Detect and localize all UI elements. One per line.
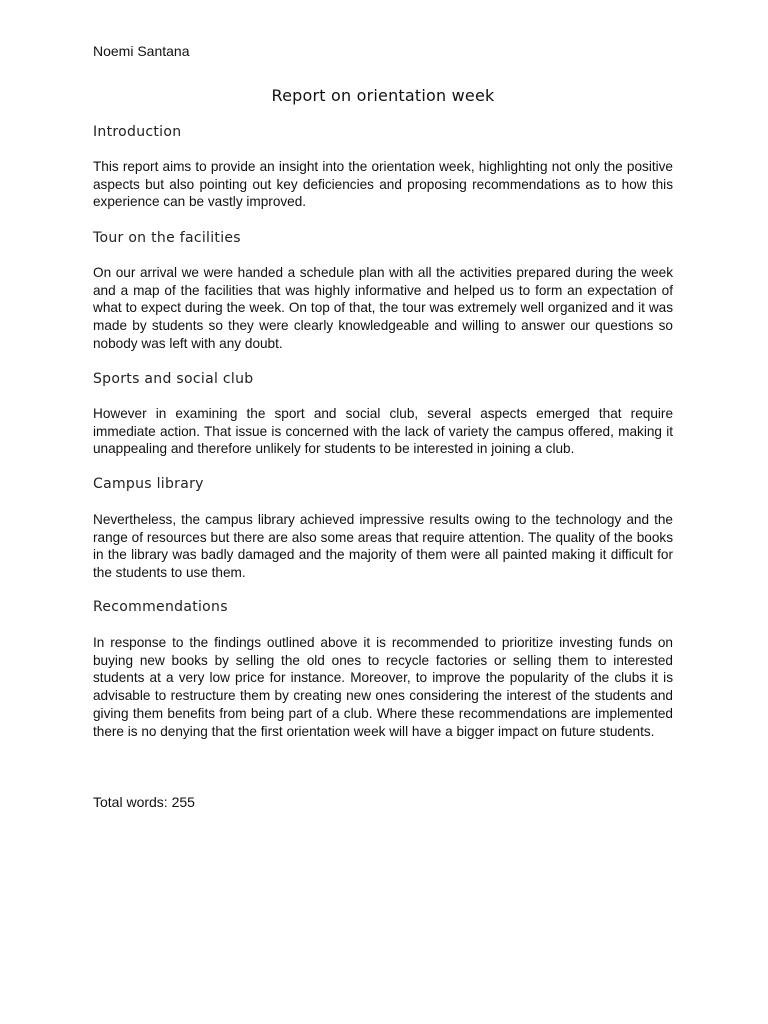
total-words: Total words: 255	[93, 794, 195, 810]
section-text-introduction: This report aims to provide an insight into the orientation week, highlighting not only the positive aspects but also pointing out key deficiencies and proposing recommendations as to how this experience can be vastly improved.	[93, 159, 673, 210]
section-text-library: Nevertheless, the campus library achieved impressive results owing to the technology and the range of resources but there are also some areas that require attention. The quality of the books in the library was badly damaged and the majority of them were all painted making it difficult for the students to use them.	[93, 512, 673, 581]
section-text-tour: On our arrival we were handed a schedule plan with all the activities prepared during the week and a map of the facilities that was highly informative and helped us to form an expectation of what to expect during the week. On top of that, the tour was extremely well organized and it was made by students so they were clearly knowledgeable and willing to answer our questions so nobody was left with any doubt.	[93, 265, 673, 351]
section-heading-tour: Tour on the facilities	[93, 230, 241, 246]
section-heading-recommendations: Recommendations	[93, 599, 228, 615]
section-heading-introduction: Introduction	[93, 124, 182, 140]
author-name: Noemi Santana	[93, 43, 190, 59]
section-text-recommendations: In response to the findings outlined above it is recommended to prioritize investing funds on buying new books by selling the old ones to recycle factories or selling them to interested students at a very low price for instance. Moreover, to improve the popularity of the clubs it is advisable to restructure them by creating new ones considering the interest of the students and giving them benefits from being part of a club. Where these recommendations are implemented there is no denying that the first orientation week will have a bigger impact on future students.	[93, 635, 673, 739]
section-heading-library: Campus library	[93, 476, 204, 492]
document-title: Report on orientation week	[271, 86, 495, 105]
section-text-sports: However in examining the sport and social club, several aspects emerged that require immediate action. That issue is concerned with the lack of variety the campus offered, making it unappealing and therefore unlikely for students to be interested in joining a club.	[93, 406, 673, 457]
section-heading-sports: Sports and social club	[93, 371, 254, 387]
